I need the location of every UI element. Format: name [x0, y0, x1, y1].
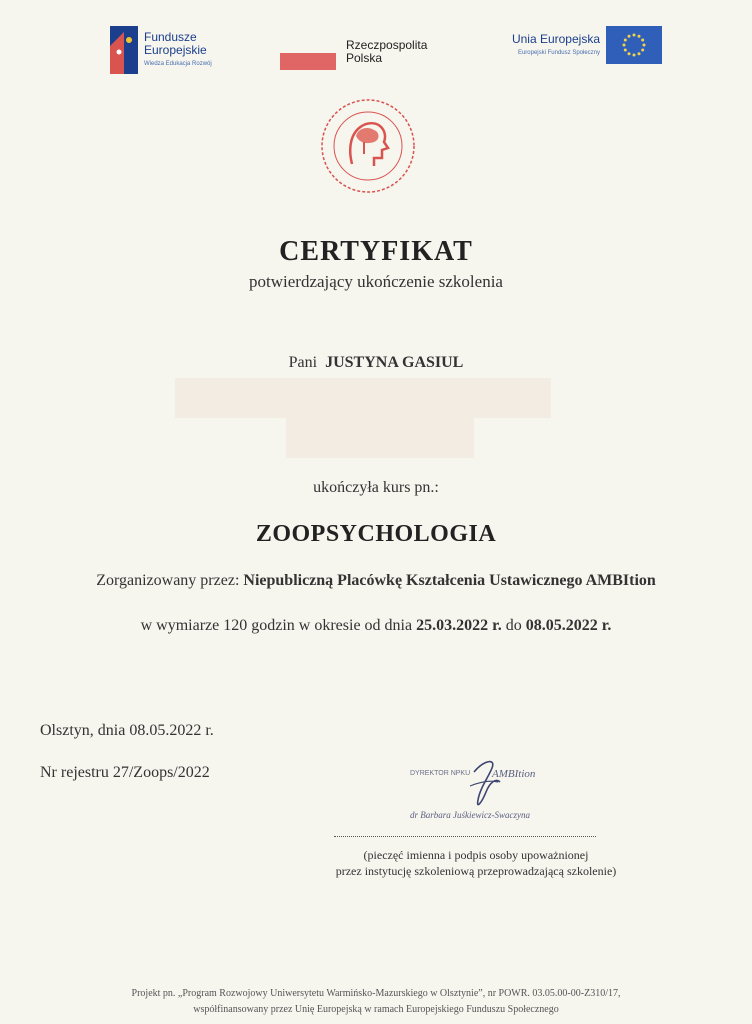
ue-logo-line1: Unia Europejska: [511, 32, 600, 46]
fundusze-europejskie-icon: [110, 26, 138, 74]
duration-line: [0, 617, 752, 635]
polish-flag-icon: [280, 53, 336, 70]
redacted-area: [175, 378, 551, 418]
fe-logo-line1: Fundusze: [144, 30, 197, 44]
stamp-role: DYREKTOR NPKU: [410, 770, 471, 777]
signature-caption-line2: przez instytucję szkoleniową przeprowadzającą szkolenie): [335, 864, 617, 878]
eu-flag-icon: [606, 26, 662, 64]
date-from: 25.03.2022 r.: [416, 617, 502, 634]
duration-prefix: w wymiarze 120 godzin w okresie od dnia: [140, 617, 413, 634]
rp-logo-line1: Rzeczpospolita: [346, 38, 428, 52]
certificate-title: CERTYFIKAT: [279, 236, 473, 267]
course-name: ZOOPSYCHOLOGIA: [255, 521, 497, 547]
redacted-area: [286, 418, 474, 458]
organizer-prefix: Zorganizowany przez:: [96, 572, 240, 589]
date-to: 08.05.2022 r.: [525, 617, 612, 634]
recipient-name: JUSTYNA GASIUL: [325, 354, 464, 371]
place-date: Olsztyn, dnia 08.05.2022 r.: [40, 722, 214, 739]
certificate-subtitle: potwierdzający ukończenie szkolenia: [249, 272, 503, 291]
recipient-line: [0, 354, 752, 372]
recipient-prefix: Pani: [288, 354, 318, 371]
ue-logo-subtitle: Europejski Fundusz Społeczny: [517, 50, 600, 56]
register-number: Nr rejestru 27/Zoops/2022: [40, 764, 210, 781]
fundusze-europejskie-logo: [110, 26, 260, 76]
unia-europejska-logo: [470, 26, 670, 70]
signature-caption-line1: (pieczęć imienna i podpis osoby upoważnionej: [363, 848, 589, 862]
organizer-name: Niepubliczną Placówkę Kształcenia Ustawicznego AMBItion: [243, 572, 656, 589]
stamp-brand: AMBItion: [492, 768, 536, 780]
signature-line: [334, 836, 596, 837]
footer-line2: współfinansowany przez Unię Europejską w ramach Europejskiego Funduszu Społecznego: [193, 1004, 559, 1015]
rzeczpospolita-polska-logo: [280, 36, 450, 76]
completed-text: ukończyła kurs pn.:: [313, 479, 439, 496]
head-brain-seal-icon: [318, 96, 418, 196]
footer-line1: Projekt pn. „Program Rozwojowy Uniwersytetu Warmińsko-Mazurskiego w Olsztynie”, nr POWR. 03.05.00-00-Z310/17,: [131, 988, 621, 999]
handwritten-signature: [392, 752, 592, 832]
fe-logo-line2: Europejskie: [144, 43, 207, 57]
signature-stamp: [392, 752, 592, 832]
stamp-name: dr Barbara Juśkiewicz-Swaczyna: [410, 810, 530, 820]
organizer-line: [0, 572, 752, 590]
date-to-prefix: do: [505, 617, 522, 634]
rp-logo-line2: Polska: [346, 51, 383, 65]
fe-logo-subtitle: Wiedza Edukacja Rozwój: [144, 61, 212, 67]
